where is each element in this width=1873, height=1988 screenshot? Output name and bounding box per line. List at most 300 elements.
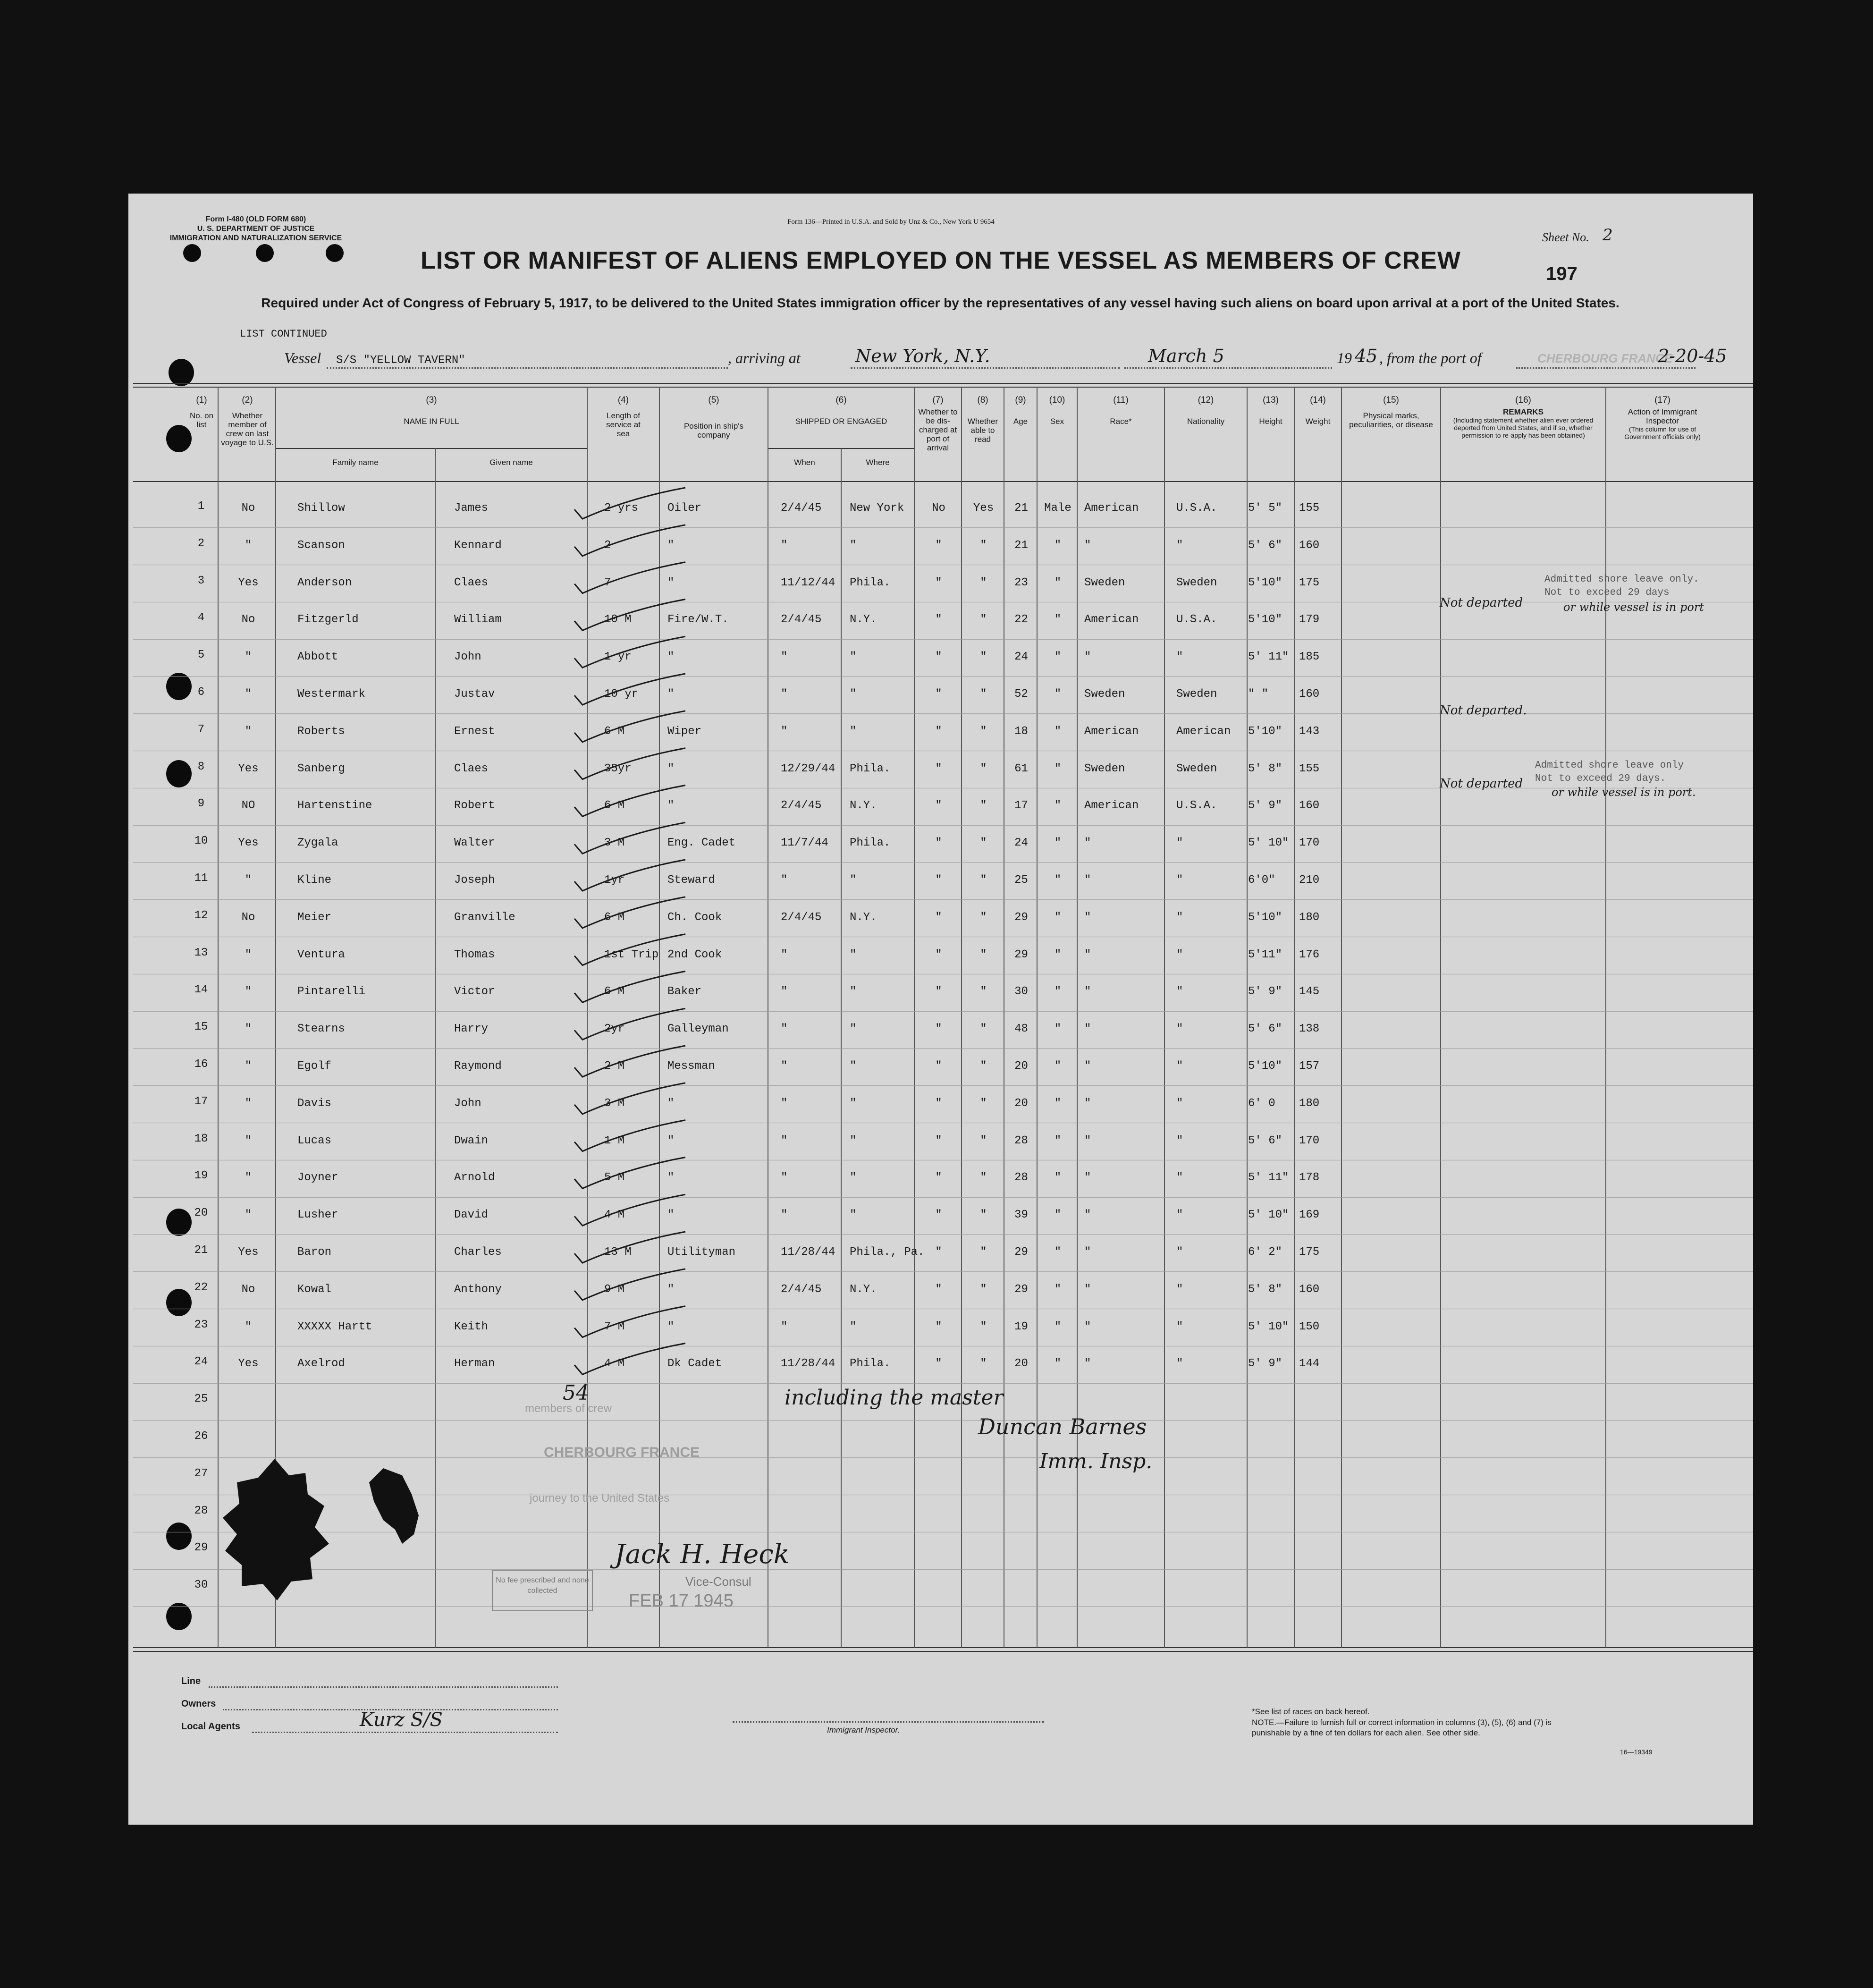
row-number: 20 — [194, 1207, 208, 1220]
cell-family: Baron — [297, 1246, 332, 1259]
row-number: 13 — [194, 946, 208, 959]
cell-disch: " — [935, 688, 942, 701]
col-label: Race* — [1110, 417, 1132, 426]
cell-age: 20 — [1014, 1097, 1028, 1110]
col-number: (5) — [708, 395, 719, 405]
cell-where: " — [850, 1097, 857, 1110]
col-4-header — [587, 396, 659, 438]
cell-family: Ventura — [297, 948, 345, 961]
cell-race: " — [1084, 1246, 1091, 1259]
cell-service: 1 yr — [604, 651, 632, 664]
cell-crew: No — [241, 502, 255, 515]
cell-service: 3 M — [604, 1097, 625, 1110]
cell-where: " — [850, 651, 857, 664]
cell-weight: 175 — [1299, 576, 1320, 589]
cell-weight: 170 — [1299, 837, 1320, 850]
cell-position: " — [667, 1320, 675, 1333]
cell-weight: 144 — [1299, 1357, 1320, 1370]
family-name-header: Family name — [332, 458, 379, 467]
remark-row-6: Not departed. — [1440, 703, 1527, 718]
col-number: (9) — [1015, 395, 1026, 405]
cell-crew: " — [245, 725, 252, 738]
cell-where: " — [850, 1171, 857, 1184]
col-1-header — [185, 396, 218, 429]
cell-where: " — [850, 1209, 857, 1222]
cell-when: " — [781, 1209, 788, 1222]
cell-weight: 160 — [1299, 1283, 1320, 1296]
cell-weight: 157 — [1299, 1060, 1320, 1073]
cell-when: " — [781, 1097, 788, 1110]
cell-family: Fitzgerld — [297, 613, 359, 626]
cell-nat: " — [1176, 1060, 1183, 1073]
row-number: 19 — [194, 1169, 208, 1183]
cell-age: 29 — [1014, 911, 1028, 924]
cell-crew: " — [245, 1023, 252, 1036]
col-label: Position in ship's company — [683, 422, 744, 440]
cell-family: Roberts — [297, 725, 345, 738]
cell-height: 6' 0 — [1248, 1097, 1275, 1110]
cell-where: " — [850, 1023, 857, 1036]
cell-age: 52 — [1014, 688, 1028, 701]
cell-nat: " — [1176, 1134, 1183, 1147]
cell-read: " — [980, 985, 987, 998]
cell-service: 1 M — [604, 1134, 625, 1147]
cell-family: Abbott — [297, 651, 338, 664]
row-number: 22 — [194, 1281, 208, 1294]
cell-read: " — [980, 576, 987, 589]
cell-race: " — [1084, 874, 1091, 887]
cell-position: Baker — [667, 985, 702, 998]
arriving-label: , arriving at — [728, 349, 801, 366]
cell-disch: " — [935, 1171, 942, 1184]
row-number: 1 — [197, 500, 205, 513]
cell-height: 5' 6" — [1248, 1023, 1282, 1036]
col-number: (13) — [1263, 395, 1279, 405]
cell-crew: No — [241, 1283, 255, 1296]
cell-race: " — [1084, 1023, 1091, 1036]
col-number: (8) — [977, 395, 988, 405]
cell-read: " — [980, 1209, 987, 1222]
cell-given: Joseph — [454, 874, 495, 887]
cell-crew: No — [241, 911, 255, 924]
action-row-8-line-2: Not to exceed 29 days. — [1535, 773, 1666, 784]
cell-service: 35yr — [604, 762, 632, 775]
cell-weight: 138 — [1299, 1023, 1320, 1036]
races-note: *See list of races on back hereof. — [1252, 1707, 1370, 1716]
cell-crew: Yes — [238, 1357, 259, 1370]
cell-service: 3 M — [604, 837, 625, 850]
row-number: 21 — [194, 1244, 208, 1257]
cell-crew: " — [245, 1171, 252, 1184]
cell-race: " — [1084, 911, 1091, 924]
row-number: 26 — [194, 1430, 208, 1443]
cell-when: " — [781, 688, 788, 701]
col-label: Age — [1013, 417, 1028, 426]
inspector-signature: Duncan Barnes — [978, 1414, 1147, 1439]
action-row-3-line-2: Not to exceed 29 days — [1544, 587, 1670, 598]
cell-race: Sweden — [1084, 688, 1125, 701]
cell-nat: American — [1176, 725, 1231, 738]
sheet-number: 2 — [1603, 226, 1613, 245]
cell-family: Scanson — [297, 539, 345, 552]
cell-height: 5' 10" — [1248, 1320, 1289, 1333]
cell-position: " — [667, 1209, 675, 1222]
cell-crew: NO — [241, 799, 255, 812]
cell-race: " — [1084, 1060, 1091, 1073]
cell-position: Steward — [667, 874, 715, 887]
cell-nat: " — [1176, 1246, 1183, 1259]
cell-disch: " — [935, 1060, 942, 1073]
cell-weight: 160 — [1299, 688, 1320, 701]
cell-crew: No — [241, 613, 255, 626]
cell-height: 5' 9" — [1248, 985, 1282, 998]
cell-read: " — [980, 1357, 987, 1370]
col-number: (7) — [932, 395, 944, 405]
cell-sex: " — [1054, 985, 1062, 998]
cell-disch: " — [935, 1246, 942, 1259]
cell-service: 7 M — [604, 1320, 625, 1333]
cell-weight: 180 — [1299, 911, 1320, 924]
cell-when: " — [781, 1171, 788, 1184]
cell-position: " — [667, 576, 675, 589]
col-13-header — [1247, 396, 1294, 426]
cell-age: 61 — [1014, 762, 1028, 775]
cell-age: 17 — [1014, 799, 1028, 812]
cell-where: " — [850, 948, 857, 961]
line-label: Line — [181, 1676, 201, 1686]
col-3-header — [276, 396, 587, 426]
cell-read: " — [980, 688, 987, 701]
row-number: 25 — [194, 1393, 208, 1406]
cell-position: " — [667, 651, 675, 664]
col-2-header — [219, 396, 276, 447]
cell-disch: " — [935, 762, 942, 775]
cell-nat: Sweden — [1176, 576, 1217, 589]
cell-given: John — [454, 1097, 481, 1110]
cell-age: 48 — [1014, 1023, 1028, 1036]
service-name: IMMIGRATION AND NATURALIZATION SERVICE — [169, 234, 342, 242]
cell-weight: 169 — [1299, 1209, 1320, 1222]
cell-weight: 160 — [1299, 799, 1320, 812]
cell-position: Dk Cadet — [667, 1357, 722, 1370]
cell-race: " — [1084, 1357, 1091, 1370]
cell-age: 30 — [1014, 985, 1028, 998]
cell-sex: " — [1054, 1320, 1062, 1333]
row-number: 10 — [194, 835, 208, 848]
cell-position: " — [667, 1134, 675, 1147]
row-number: 8 — [197, 760, 205, 773]
cell-where: Phila. — [850, 837, 891, 850]
row-number: 4 — [197, 611, 205, 625]
cell-service: 4 M — [604, 1209, 625, 1222]
cell-nat: " — [1176, 1283, 1183, 1296]
given-name-header: Given name — [489, 458, 533, 467]
cell-height: 5' 6" — [1248, 539, 1282, 552]
cell-where: Phila. — [850, 576, 891, 589]
cell-height: 5' 9" — [1248, 799, 1282, 812]
stamp-number: 197 — [1546, 263, 1578, 284]
row-number: 18 — [194, 1132, 208, 1145]
cell-family: Pintarelli — [297, 985, 366, 998]
cell-position: Galleyman — [667, 1023, 729, 1036]
cell-nat: " — [1176, 837, 1183, 850]
col-number: (6) — [835, 395, 847, 405]
cell-age: 21 — [1014, 502, 1028, 515]
cell-weight: 180 — [1299, 1097, 1320, 1110]
cell-sex: " — [1054, 688, 1062, 701]
row-number: 15 — [194, 1021, 208, 1034]
row-number: 12 — [194, 909, 208, 922]
cell-age: 29 — [1014, 1283, 1028, 1296]
col-label: Whether to be dis-charged at port of arrival — [918, 407, 958, 452]
cell-sex: " — [1054, 651, 1062, 664]
cell-given: Harry — [454, 1023, 489, 1036]
when-header: When — [794, 458, 815, 467]
cell-given: James — [454, 502, 489, 515]
cell-sex: " — [1054, 1246, 1062, 1259]
arriving-port: New York, N.Y. — [855, 346, 990, 366]
cell-race: " — [1084, 1283, 1091, 1296]
cell-given: Thomas — [454, 948, 495, 961]
cell-given: Justav — [454, 688, 495, 701]
cell-disch: " — [935, 874, 942, 887]
cell-height: 5' 5" — [1248, 502, 1282, 515]
cell-weight: 145 — [1299, 985, 1320, 998]
agents-label: Local Agents — [181, 1721, 240, 1732]
cell-when: 11/7/44 — [781, 837, 828, 850]
row-number: 29 — [194, 1541, 208, 1555]
cell-read: " — [980, 1171, 987, 1184]
cell-sex: " — [1054, 799, 1062, 812]
cell-where: " — [850, 725, 857, 738]
cell-family: Lucas — [297, 1134, 332, 1147]
cell-race: " — [1084, 1171, 1091, 1184]
consul-date-stamp: FEB 17 1945 — [629, 1591, 734, 1611]
cell-sex: " — [1054, 1023, 1062, 1036]
cell-family: Stearns — [297, 1023, 345, 1036]
cell-nat: " — [1176, 539, 1183, 552]
cell-sex: " — [1054, 576, 1062, 589]
cell-position: " — [667, 539, 675, 552]
cell-weight: 143 — [1299, 725, 1320, 738]
departure-date: 2-20-45 — [1658, 346, 1727, 366]
col-label: REMARKS — [1503, 407, 1544, 416]
cell-given: Victor — [454, 985, 495, 998]
cell-nat: " — [1176, 1209, 1183, 1222]
cell-when: 2/4/45 — [781, 1283, 822, 1296]
cell-race: " — [1084, 1134, 1091, 1147]
row-number: 17 — [194, 1095, 208, 1108]
cell-read: " — [980, 799, 987, 812]
cell-where: " — [850, 1320, 857, 1333]
cell-crew: " — [245, 1209, 252, 1222]
cell-disch: " — [935, 911, 942, 924]
row-number: 27 — [194, 1467, 208, 1480]
cell-nat: " — [1176, 1320, 1183, 1333]
cell-when: 2/4/45 — [781, 799, 822, 812]
cell-read: " — [980, 539, 987, 552]
cell-service: 6 M — [604, 799, 625, 812]
cell-height: 5'11" — [1248, 948, 1282, 961]
cell-nat: " — [1176, 1357, 1183, 1370]
col-label: Whether member of crew on last voyage to U.S. — [221, 411, 274, 447]
cell-height: 5' 10" — [1248, 1209, 1289, 1222]
dotted-line — [733, 1721, 1044, 1723]
manifest-sheet — [128, 194, 1753, 1825]
action-row-8-line-1: Admitted shore leave only — [1535, 760, 1684, 771]
cell-nat: Sweden — [1176, 762, 1217, 775]
printer-note: Form 136—Printed in U.S.A. and Sold by Unz & Co., New York U 9654 — [787, 218, 995, 226]
cell-crew: " — [245, 539, 252, 552]
cell-given: John — [454, 651, 481, 664]
col-16-header — [1441, 396, 1606, 439]
page-subtitle: Required under Act of Congress of February 5, 1917, to be delivered to the United States immigration officer by the representatives of any vessel having such aliens on board upon arrival at a port of the United States. — [261, 296, 1620, 310]
cell-sex: " — [1054, 1209, 1062, 1222]
col-17-header — [1606, 396, 1719, 440]
col-number: (12) — [1198, 395, 1214, 405]
departure-port: CHERBOURG FRANCE — [1537, 351, 1672, 365]
cell-race: " — [1084, 985, 1091, 998]
cell-age: 28 — [1014, 1171, 1028, 1184]
cell-crew: Yes — [238, 576, 259, 589]
from-label: , from the port of — [1379, 349, 1482, 366]
vessel-label: Vessel — [284, 349, 321, 366]
cell-disch: " — [935, 1097, 942, 1110]
cell-service: 7 — [604, 576, 611, 589]
col-7-header — [914, 396, 962, 452]
cell-service: 2 yrs — [604, 502, 639, 515]
cell-sex: " — [1054, 1060, 1062, 1073]
list-continued: LIST CONTINUED — [240, 328, 327, 340]
cell-read: Yes — [973, 502, 994, 515]
cell-when: 2/4/45 — [781, 502, 822, 515]
cell-read: " — [980, 651, 987, 664]
cell-nat: " — [1176, 651, 1183, 664]
cell-given: Claes — [454, 762, 489, 775]
cell-given: Keith — [454, 1320, 489, 1333]
sheet-label: Sheet No. — [1542, 230, 1589, 244]
seal-image — [223, 1459, 331, 1600]
cell-where: Phila. — [850, 762, 891, 775]
cell-read: " — [980, 837, 987, 850]
cell-age: 29 — [1014, 948, 1028, 961]
cell-race: American — [1084, 502, 1139, 515]
cell-where: " — [850, 1060, 857, 1073]
col-number: (14) — [1310, 395, 1326, 405]
cell-read: " — [980, 1134, 987, 1147]
col-9-header — [1004, 396, 1037, 426]
fine-note: NOTE.—Failure to furnish full or correct information in columns (3), (5), (6) and (7) is punishable by a fine of ten dollars for each alien. See other side. — [1252, 1718, 1552, 1737]
cell-nat: " — [1176, 985, 1183, 998]
cell-sex: " — [1054, 1134, 1062, 1147]
cell-disch: " — [935, 725, 942, 738]
col-5-header — [659, 396, 768, 440]
cell-service: 2 M — [604, 1060, 625, 1073]
cell-when: 11/28/44 — [781, 1357, 835, 1370]
cell-read: " — [980, 1060, 987, 1073]
cell-where: New York — [850, 502, 904, 515]
cell-service: 2yr — [604, 1023, 625, 1036]
cell-crew: " — [245, 688, 252, 701]
row-number: 2 — [197, 537, 205, 550]
remark-row-8: Not departed — [1440, 777, 1523, 791]
arrival-year: 45 — [1355, 346, 1378, 366]
col-label: Weight — [1305, 417, 1331, 426]
cell-nat: " — [1176, 948, 1183, 961]
cell-sex: " — [1054, 762, 1062, 775]
cell-family: Meier — [297, 911, 332, 924]
cell-age: 22 — [1014, 613, 1028, 626]
cell-family: Joyner — [297, 1171, 338, 1184]
col-number: (11) — [1113, 395, 1129, 405]
cell-nat: " — [1176, 1023, 1183, 1036]
cell-given: Raymond — [454, 1060, 502, 1073]
col-6-header — [768, 396, 914, 426]
col-number: (17) — [1654, 395, 1671, 405]
cell-sex: " — [1054, 837, 1062, 850]
inspector-label: Immigrant Inspector. — [827, 1726, 900, 1734]
col-8-header — [962, 396, 1004, 444]
col-number: (3) — [426, 395, 437, 405]
cell-read: " — [980, 1283, 987, 1296]
cell-family: Kowal — [297, 1283, 332, 1296]
cell-age: 18 — [1014, 725, 1028, 738]
faint-crew-text: members of crew — [525, 1402, 612, 1415]
cell-when: " — [781, 874, 788, 887]
cell-service: 1st Trip — [604, 948, 659, 961]
cell-position: " — [667, 688, 675, 701]
crew-total-note: including the master — [785, 1386, 1004, 1410]
agents-value: Kurz S/S — [360, 1709, 443, 1731]
cell-when: " — [781, 725, 788, 738]
cell-given: Robert — [454, 799, 495, 812]
cell-position: Fire/W.T. — [667, 613, 729, 626]
cell-age: 28 — [1014, 1134, 1028, 1147]
cell-sex: Male — [1044, 502, 1071, 515]
cell-height: 6'0" — [1248, 874, 1275, 887]
cell-where: " — [850, 985, 857, 998]
cell-crew: Yes — [238, 762, 259, 775]
cell-family: Westermark — [297, 688, 366, 701]
cell-height: 5' 9" — [1248, 1357, 1282, 1370]
action-row-3-line-3: or while vessel is in port — [1563, 601, 1704, 614]
cell-sex: " — [1054, 1283, 1062, 1296]
cell-given: Charles — [454, 1246, 502, 1259]
cell-race: " — [1084, 837, 1091, 850]
consul-signature: Jack H. Heck — [615, 1539, 790, 1570]
cell-when: " — [781, 1134, 788, 1147]
action-row-3-line-1: Admitted shore leave only. — [1544, 574, 1699, 585]
col-label: Whether able to read — [967, 417, 998, 444]
cell-given: Ernest — [454, 725, 495, 738]
cell-weight: 150 — [1299, 1320, 1320, 1333]
cell-sex: " — [1054, 1171, 1062, 1184]
cell-disch: " — [935, 1134, 942, 1147]
row-number: 11 — [194, 872, 208, 885]
cell-when: " — [781, 539, 788, 552]
col-label: Action of Immigrant Inspector — [1628, 407, 1697, 425]
dotted-line — [252, 1732, 558, 1733]
cell-read: " — [980, 762, 987, 775]
cell-when: 11/28/44 — [781, 1246, 835, 1259]
cell-family: Lusher — [297, 1209, 338, 1222]
cell-race: American — [1084, 725, 1139, 738]
cell-disch: " — [935, 1357, 942, 1370]
cell-height: 5' 8" — [1248, 762, 1282, 775]
cell-position: Oiler — [667, 502, 702, 515]
cell-disch: " — [935, 1023, 942, 1036]
cell-disch: " — [935, 576, 942, 589]
